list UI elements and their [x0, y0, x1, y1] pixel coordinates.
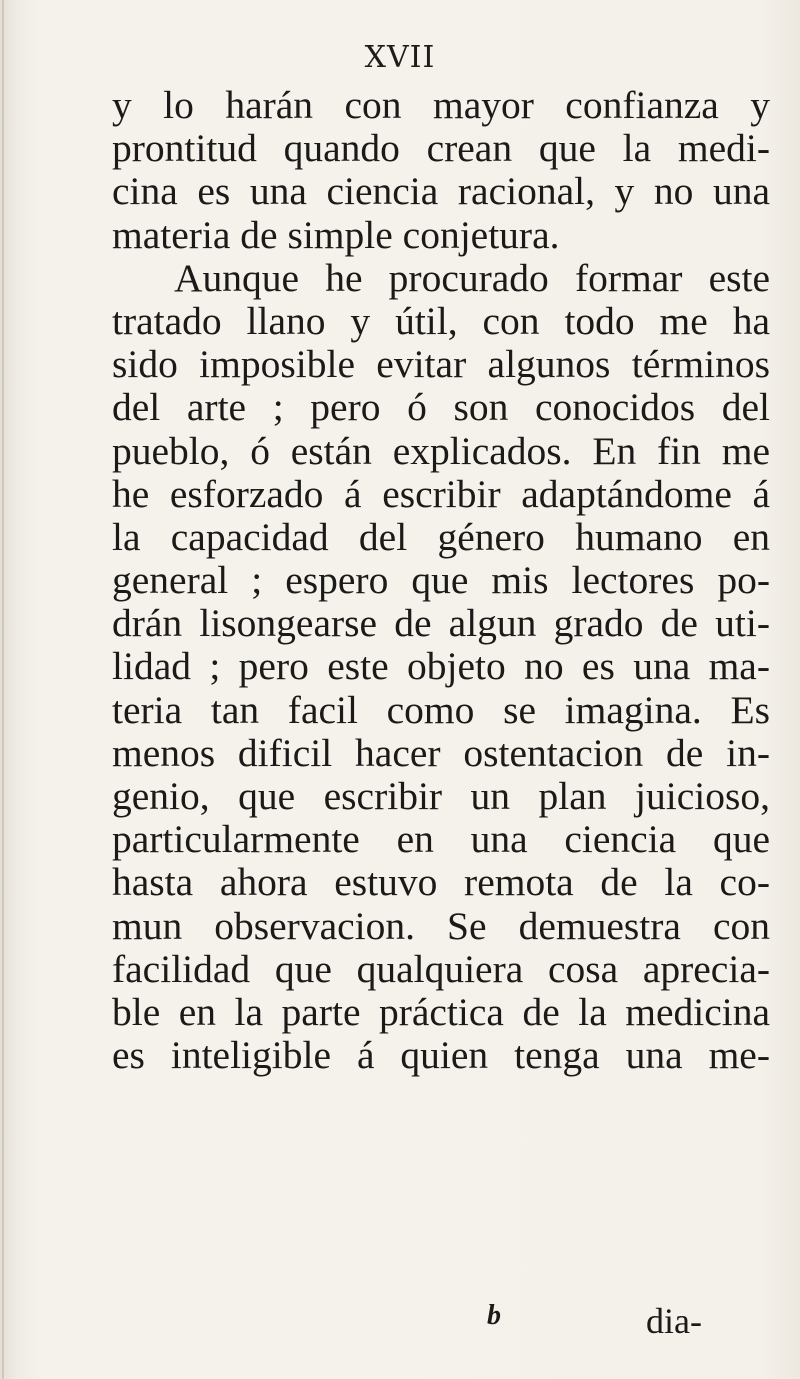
text-line-17: genio, que escribir un plan juicioso,: [112, 774, 770, 818]
text-line-16: menos dificil hacer ostentacion de in-: [112, 730, 770, 775]
text-line-2: prontitud quando crean que la medi-: [112, 126, 770, 171]
signature-mark: b: [487, 1300, 501, 1331]
text-line-3: cina es una ciencia racional, y no una: [112, 169, 770, 214]
text-line-21: facilidad que qualquiera cosa apreciа-: [112, 946, 770, 991]
text-line-15: teria tan facil como se imagina. Es: [112, 687, 770, 732]
text-line-19: hasta ahora estuvo remota de la co-: [112, 860, 770, 905]
text-line-12: general ; espero que mis lectores po-: [112, 558, 770, 603]
text-line-6: tratado llano y útil, con todo me ha: [112, 298, 770, 343]
text-line-18: particularmente en una ciencia que: [112, 817, 770, 862]
text-line-7: sido imposible evitar algunos términos: [112, 342, 770, 387]
text-line-5: Aunque he procurado formar este: [174, 255, 770, 300]
body-text: [112, 84, 770, 1077]
text-line-1: y lo harán con mayor confianza y: [112, 83, 770, 127]
text-line-8: del arte ; pero ó son conocidos del: [112, 385, 770, 430]
text-line-10: he esforzado á escribir adaptándome á: [112, 471, 770, 516]
text-line-11: la capacidad del género humano en: [112, 514, 770, 559]
catchword: dia-: [646, 1301, 702, 1341]
text-line-13: drán lisongearse de algun grado de uti-: [112, 601, 770, 646]
text-line-22: ble en la parte práctica de la medicina: [112, 989, 770, 1034]
text-line-14: lidad ; pero este objeto no es una ma-: [112, 644, 770, 689]
page-number-header: XVII: [364, 40, 436, 75]
binding-edge: [2, 0, 4, 1379]
text-line-20: mun observacion. Se demuestra con: [112, 903, 770, 948]
text-line-9: pueblo, ó están explicados. En fin me: [112, 428, 770, 473]
text-line-23: es inteligible á quien tenga una me-: [112, 1033, 770, 1078]
text-line-4: materia de simple conjetura.: [112, 212, 560, 257]
page-footer: [0, 1300, 800, 1348]
